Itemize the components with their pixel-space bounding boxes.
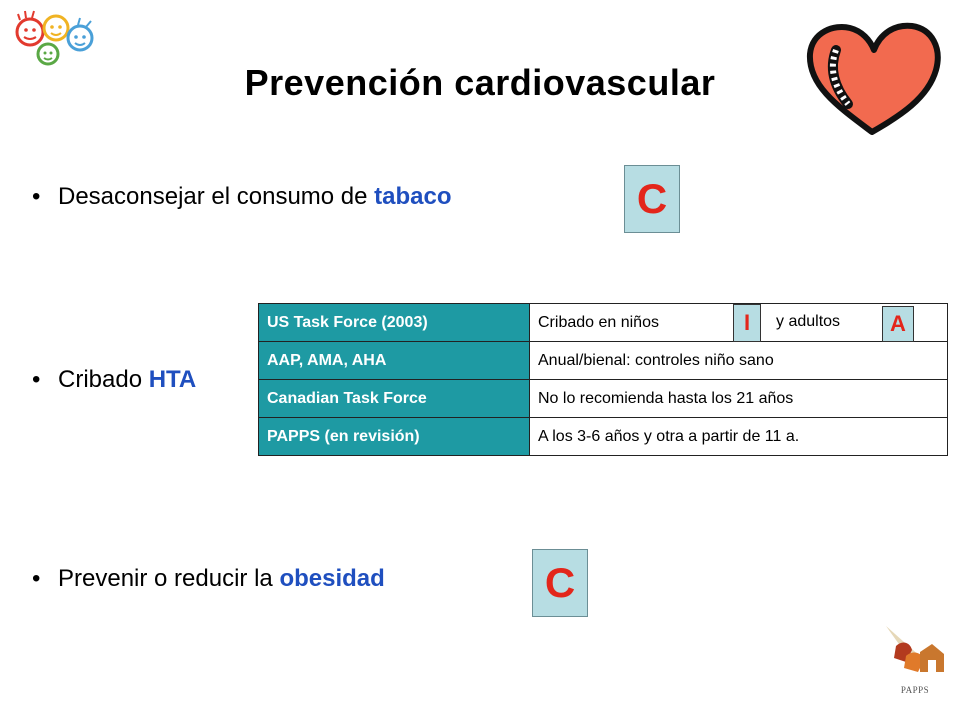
bullet-dot: • [32, 366, 41, 393]
heart-icon [800, 20, 946, 140]
bullet-tabaco [32, 183, 452, 211]
recommendations-table [258, 303, 948, 456]
grade-badge-ninos: I [733, 304, 761, 342]
papps-label: PAPPS [900, 685, 930, 695]
source-cell: US Task Force (2003) [259, 304, 530, 342]
source-cell: PAPPS (en revisión) [259, 418, 530, 456]
source-cell: Canadian Task Force [259, 380, 530, 418]
bullet-dot: • [32, 565, 41, 592]
bullet-highlight: tabaco [374, 183, 452, 210]
value-cell: No lo recomienda hasta los 21 años [530, 380, 948, 418]
bullet-text: Cribado [58, 366, 149, 393]
bullet-highlight: obesidad [279, 565, 385, 592]
bullet-highlight: HTA [148, 366, 197, 393]
table-row [259, 304, 948, 342]
page-title: Prevención cardiovascular [244, 62, 716, 103]
grade-badge-adultos: A [882, 306, 914, 342]
bullet-text: Prevenir o reducir la [58, 565, 280, 592]
source-cell: AAP, AMA, AHA [259, 342, 530, 380]
table-row [259, 418, 948, 456]
value-cell: Anual/bienal: controles niño sano [530, 342, 948, 380]
value-cell: A los 3-6 años y otra a partir de 11 a. [530, 418, 948, 456]
papps-logo [882, 622, 948, 694]
value-text: Cribado en niños [538, 313, 659, 331]
bullet-dot: • [32, 183, 41, 210]
bullet-hta [32, 366, 196, 394]
grade-badge-tabaco: C [624, 165, 680, 233]
value-text: y adultos [776, 313, 841, 330]
bullet-text: Desaconsejar el consumo de [58, 183, 375, 210]
table-row [259, 380, 948, 418]
grade-badge-obesidad: C [532, 549, 588, 617]
bullet-obesidad [32, 565, 385, 593]
table-row [259, 342, 948, 380]
